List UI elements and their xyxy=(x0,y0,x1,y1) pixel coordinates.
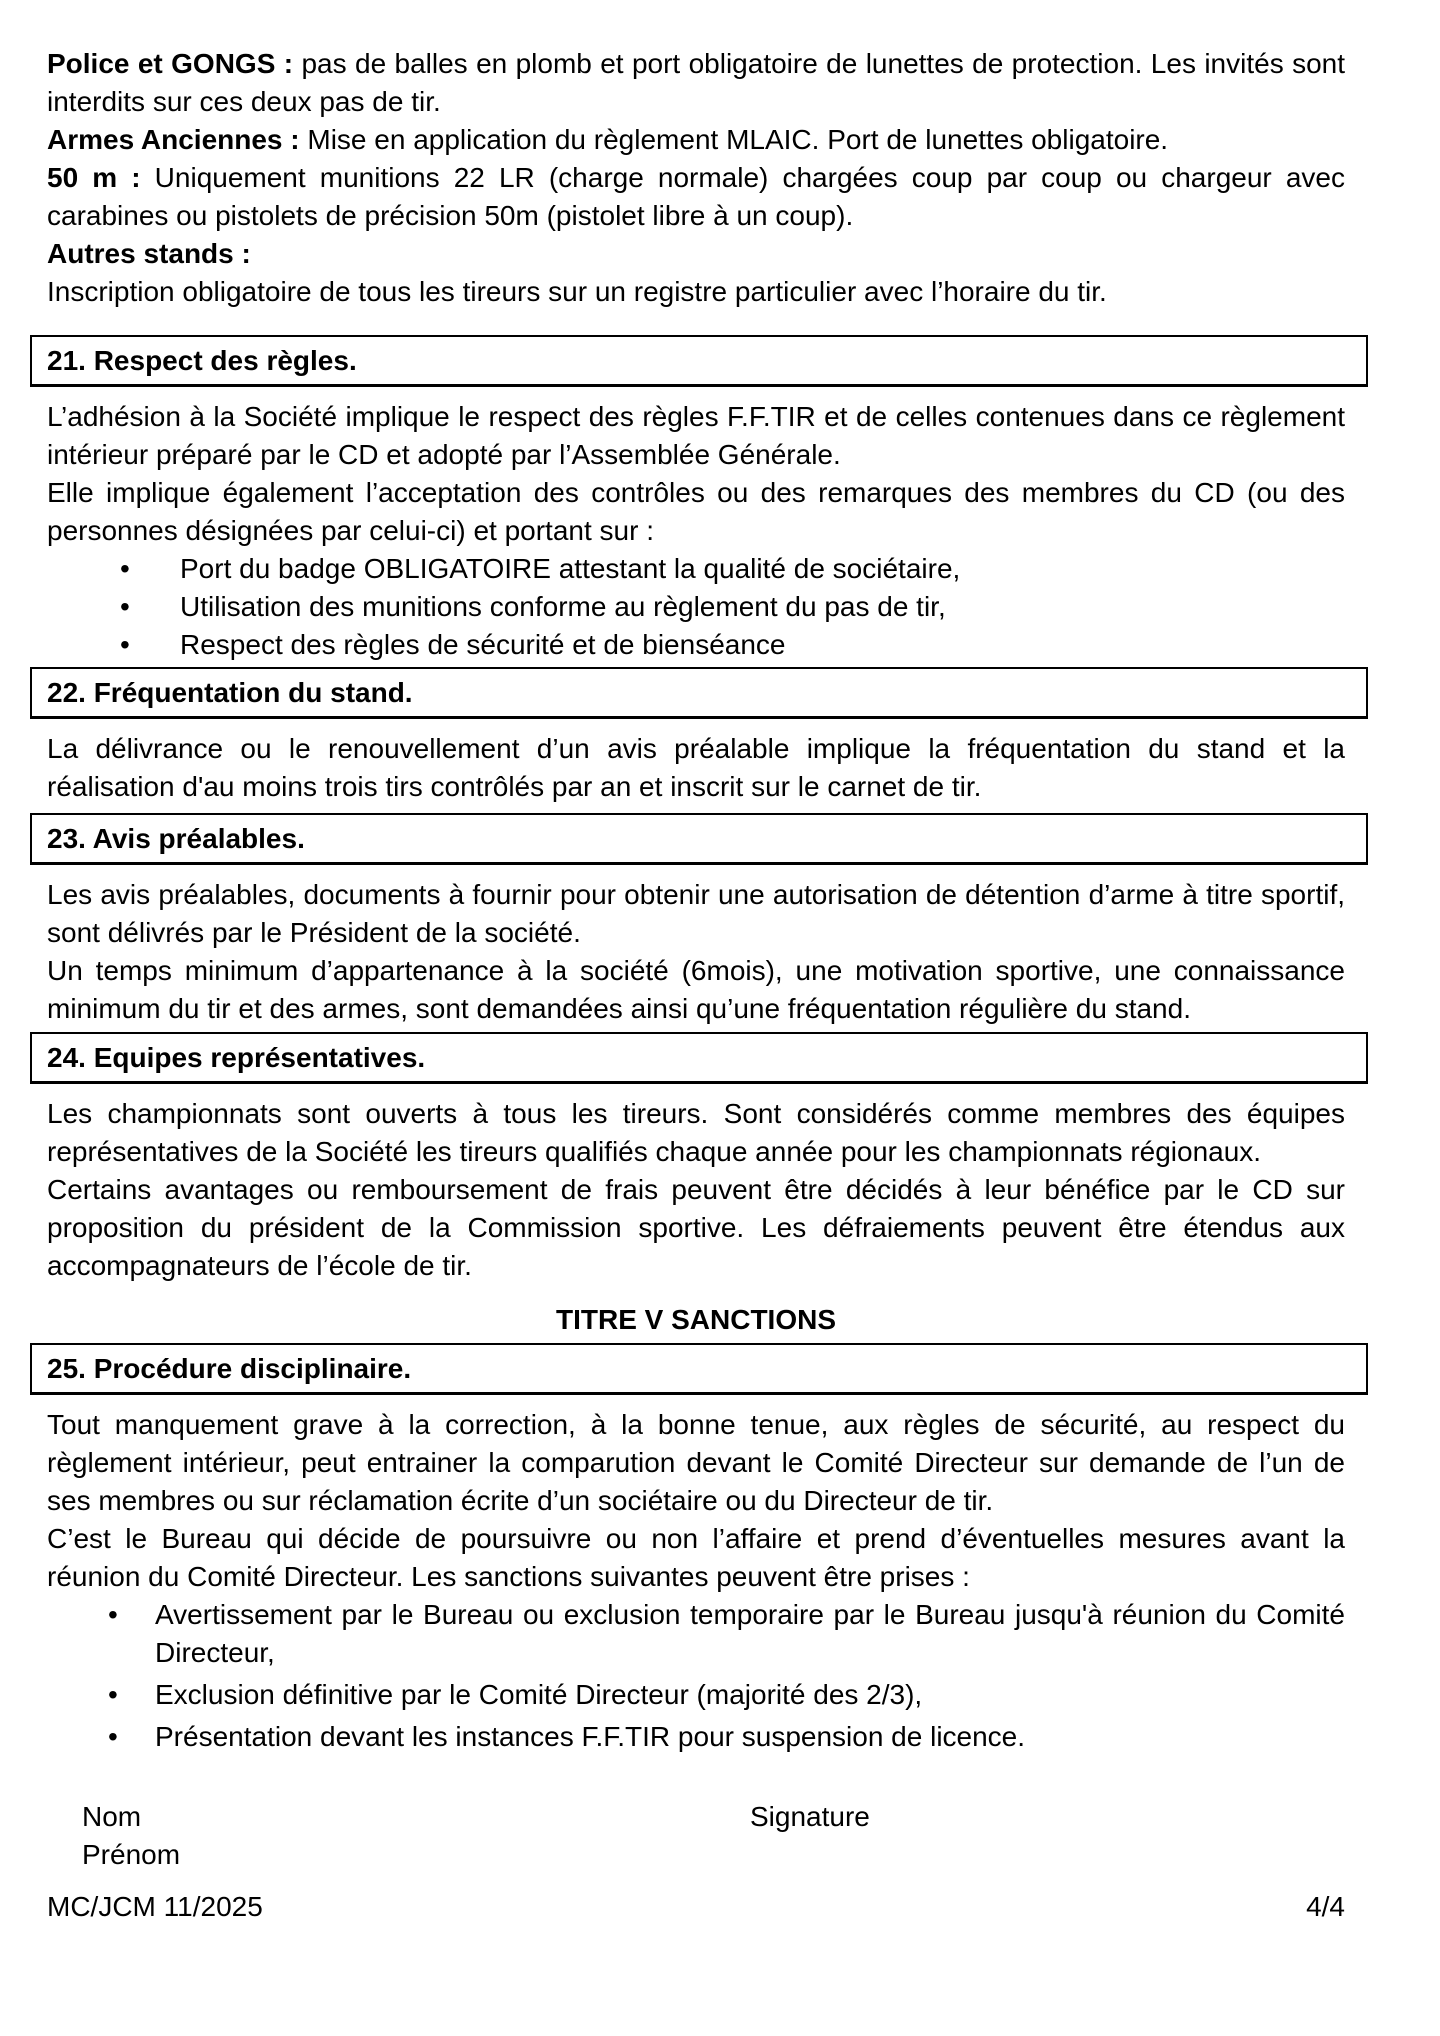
intro-paragraph-inscription xyxy=(47,273,1345,311)
intro-paragraph-50m xyxy=(47,159,1345,235)
intro-text-inscription: Inscription obligatoire de tous les tireurs sur un registre particulier avec l’horaire du tir. xyxy=(47,276,1107,307)
title-v-sanctions: TITRE V SANCTIONS xyxy=(555,1304,836,1335)
section-24-paragraph-2: Certains avantages ou remboursement de frais peuvent être décidés à leur bénéfice par le CD sur proposition du président de la Commission sportive. Les défraiements peuvent être étendus aux accompagnateurs de l’école de tir. xyxy=(47,1174,1345,1281)
list-item xyxy=(47,550,1345,588)
intro-text-armes-anciennes: Mise en application du règlement MLAIC. Port de lunettes obligatoire. xyxy=(299,124,1169,155)
intro-text-50m: Uniquement munitions 22 LR (charge normale) chargées coup par coup ou chargeur avec carabines ou pistolets de précision 50m (pistolet libre à un coup). xyxy=(47,162,1345,231)
list-item xyxy=(47,1676,1345,1714)
intro-lead-autres-stands: Autres stands : xyxy=(47,238,251,269)
section-25-paragraph-2: C’est le Bureau qui décide de poursuivre ou non l’affaire et prend d’éventuelles mesures avant la réunion du Comité Directeur. Les sanctions suivantes peuvent être prises : xyxy=(47,1523,1345,1592)
bullet-text: Respect des règles de sécurité et de bienséance xyxy=(180,629,786,660)
section-23-paragraph-2: Un temps minimum d’appartenance à la société (6mois), une motivation sportive, une connaissance minimum du tir et des armes, sont demandées ainsi qu’une fréquentation régulière du stand. xyxy=(47,955,1345,1024)
bullet-icon: • xyxy=(108,1599,118,1630)
section-22-heading: 22. Fréquentation du stand. xyxy=(30,667,1368,719)
nom-label: Nom xyxy=(82,1801,142,1832)
section-24-paragraph-1: Les championnats sont ouverts à tous les tireurs. Sont considérés comme membres des équipes représentatives de la Société les tireurs qualifiés chaque année pour les championnats régionaux. xyxy=(47,1098,1345,1167)
signature-label: Signature xyxy=(750,1801,870,1832)
bullet-text: Utilisation des munitions conforme au règlement du pas de tir, xyxy=(180,591,946,622)
bullet-icon: • xyxy=(108,1679,118,1710)
list-item xyxy=(47,1596,1345,1672)
intro-paragraph-armes-anciennes xyxy=(47,121,1345,159)
page-footer xyxy=(47,1888,1345,1926)
bullet-icon: • xyxy=(120,591,130,622)
section-21-heading: 21. Respect des règles. xyxy=(30,335,1368,387)
list-item xyxy=(47,588,1345,626)
section-21-paragraph-2: Elle implique également l’acceptation des contrôles ou des remarques des membres du CD (ou des personnes désignées par celui-ci) et portant sur : xyxy=(47,477,1345,546)
list-item xyxy=(47,1718,1345,1756)
section-21-bullet-list xyxy=(47,550,1345,664)
intro-text-police-gongs: pas de balles en plomb et port obligatoire de lunettes de protection. Les invités sont interdits sur ces deux pas de tir. xyxy=(47,48,1345,117)
section-21-paragraph-1: L’adhésion à la Société implique le respect des règles F.F.TIR et de celles contenues dans ce règlement intérieur préparé par le CD et adopté par l’Assemblée Générale. xyxy=(47,401,1345,470)
intro-lead-armes-anciennes: Armes Anciennes : xyxy=(47,124,300,155)
bullet-icon: • xyxy=(120,553,130,584)
bullet-text: Avertissement par le Bureau ou exclusion temporaire par le Bureau jusqu'à réunion du Comité Directeur, xyxy=(155,1599,1345,1668)
footer-page-number: 4/4 xyxy=(1306,1891,1345,1922)
intro-lead-50m: 50 m : xyxy=(47,162,141,193)
signature-row xyxy=(47,1798,1345,1836)
bullet-icon: • xyxy=(108,1721,118,1752)
bullet-text: Présentation devant les instances F.F.TIR pour suspension de licence. xyxy=(155,1721,1026,1752)
footer-reference: MC/JCM 11/2025 xyxy=(47,1891,263,1922)
intro-paragraph-police-gongs xyxy=(47,45,1345,121)
bullet-text: Port du badge OBLIGATOIRE attestant la qualité de sociétaire, xyxy=(180,553,961,584)
section-25-bullet-list xyxy=(47,1596,1345,1756)
section-23-paragraph-1: Les avis préalables, documents à fournir pour obtenir une autorisation de détention d’arme à titre sportif, sont délivrés par le Président de la société. xyxy=(47,879,1345,948)
intro-lead-police-gongs: Police et GONGS : xyxy=(47,48,294,79)
prenom-label: Prénom xyxy=(82,1839,181,1870)
bullet-icon: • xyxy=(120,629,130,660)
section-25-heading: 25. Procédure disciplinaire. xyxy=(30,1343,1368,1395)
section-23-heading: 23. Avis préalables. xyxy=(30,813,1368,865)
section-25-paragraph-1: Tout manquement grave à la correction, à la bonne tenue, aux règles de sécurité, au respect du règlement intérieur, peut entrainer la comparution devant le Comité Directeur sur demande de l’un de ses membres ou sur réclamation écrite d’un sociétaire ou du Directeur de tir. xyxy=(47,1409,1345,1516)
section-22-paragraph-1: La délivrance ou le renouvellement d’un avis préalable implique la fréquentation du stand et la réalisation d'au moins trois tirs contrôlés par an et inscrit sur le carnet de tir. xyxy=(47,733,1345,802)
section-24-heading: 24. Equipes représentatives. xyxy=(30,1032,1368,1084)
bullet-text: Exclusion définitive par le Comité Directeur (majorité des 2/3), xyxy=(155,1679,923,1710)
prenom-row xyxy=(47,1836,1345,1874)
intro-paragraph-autres-stands xyxy=(47,235,1345,273)
list-item xyxy=(47,626,1345,664)
